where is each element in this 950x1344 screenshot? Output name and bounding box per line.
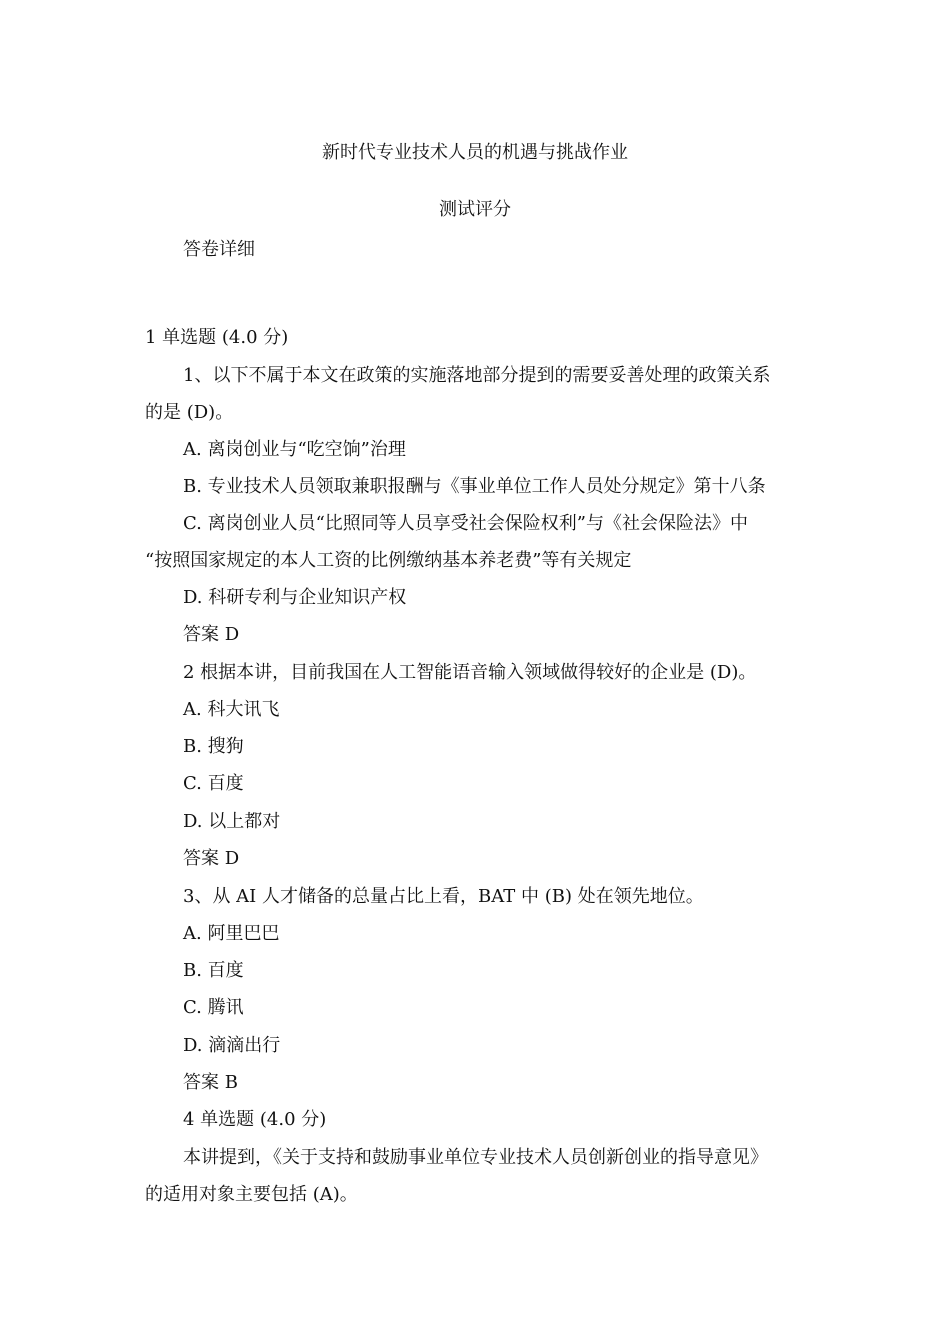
question-1-stem-line-1: 1、以下不属于本文在政策的实施落地部分提到的需要妥善处理的政策关系 <box>183 365 771 386</box>
question-2-option-c: C. 百度 <box>183 773 244 794</box>
question-2-option-d: D. 以上都对 <box>183 811 281 832</box>
section-heading: 答卷详细 <box>183 239 255 260</box>
question-1-option-c-line-1: C. 离岗创业人员“比照同等人员享受社会保险权利”与《社会保险法》中 <box>183 513 748 534</box>
question-3-stem: 3、从 AI 人才储备的总量占比上看，BAT 中 (B) 处在领先地位。 <box>183 886 704 907</box>
question-1-header: 1 单选题 (4.0 分) <box>145 327 289 348</box>
question-2-stem: 2 根据本讲，目前我国在人工智能语音输入领域做得较好的企业是 (D)。 <box>183 662 757 683</box>
question-3-option-c: C. 腾讯 <box>183 997 244 1018</box>
question-3-option-b: B. 百度 <box>183 960 244 981</box>
document-title: 新时代专业技术人员的机遇与挑战作业 <box>322 142 628 163</box>
question-2-option-a: A. 科大讯飞 <box>183 699 280 720</box>
question-3-answer: 答案 B <box>183 1072 238 1093</box>
question-1-option-b: B. 专业技术人员领取兼职报酬与《事业单位工作人员处分规定》第十八条 <box>183 476 766 497</box>
question-3-option-a: A. 阿里巴巴 <box>183 923 280 944</box>
question-4-stem-line-1: 本讲提到，《关于支持和鼓励事业单位专业技术人员创新创业的指导意见》 <box>183 1147 768 1168</box>
question-1-option-c-line-2: “按照国家规定的本人工资的比例缴纳基本养老费”等有关规定 <box>145 550 632 571</box>
question-2-option-b: B. 搜狗 <box>183 736 244 757</box>
question-1-stem-line-2: 的是 (D)。 <box>145 402 234 423</box>
question-3-option-d: D. 滴滴出行 <box>183 1035 281 1056</box>
question-4-header: 4 单选题 (4.0 分) <box>183 1109 327 1130</box>
question-1-option-a: A. 离岗创业与“吃空饷”治理 <box>183 439 406 460</box>
question-2-answer: 答案 D <box>183 848 240 869</box>
question-1-answer: 答案 D <box>183 624 240 645</box>
question-1-option-d: D. 科研专利与企业知识产权 <box>183 587 407 608</box>
document-subtitle: 测试评分 <box>439 199 511 220</box>
question-4-stem-line-2: 的适用对象主要包括 (A)。 <box>145 1184 358 1205</box>
